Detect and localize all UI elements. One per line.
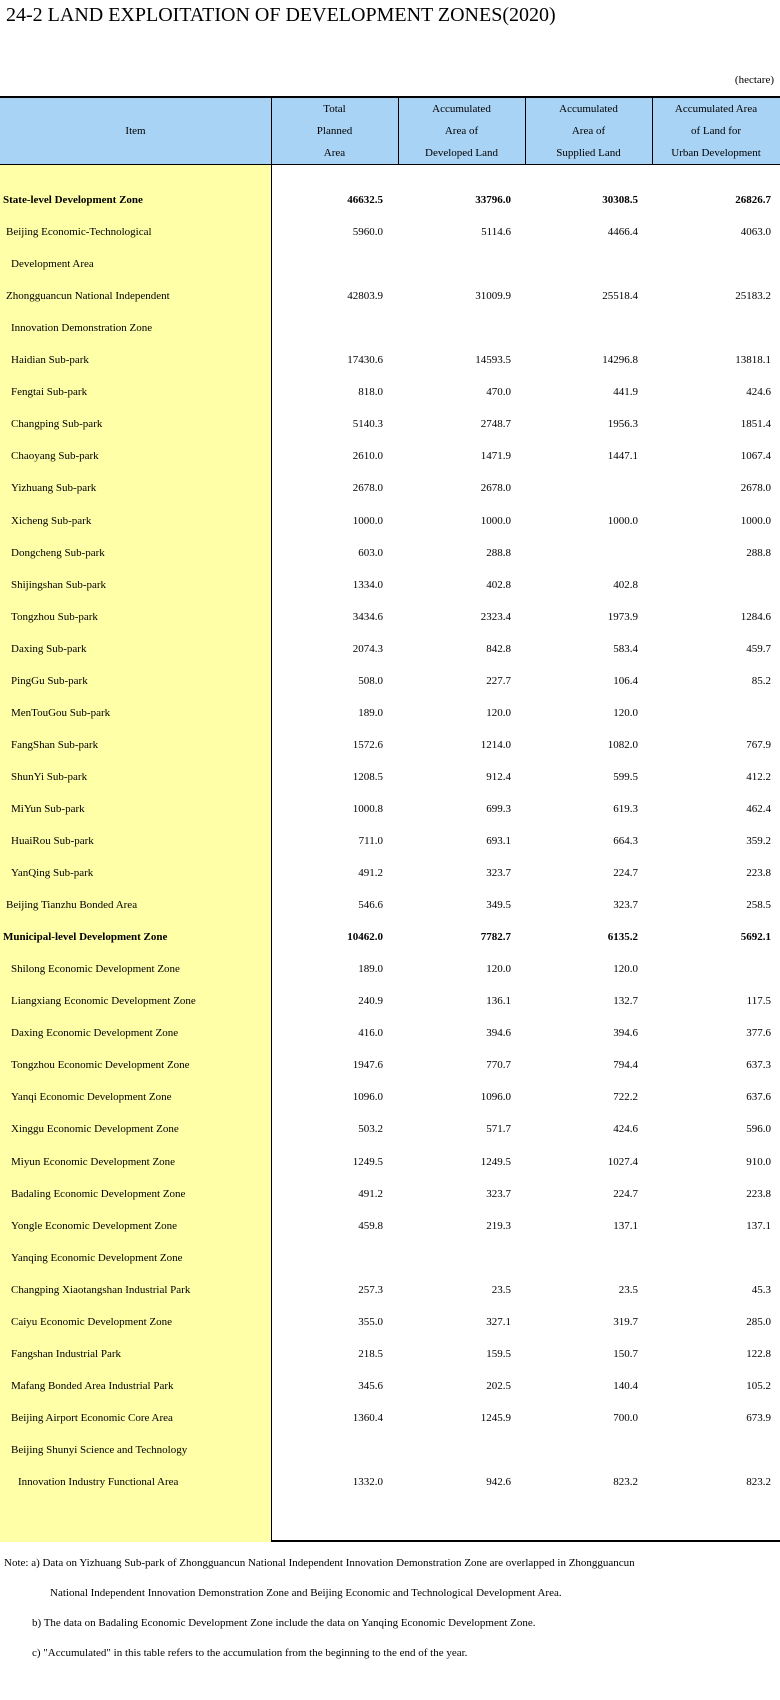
supplied-land-cell: 424.6 — [613, 1123, 638, 1136]
urban-development-cell: 285.0 — [746, 1315, 771, 1328]
total-planned-area-cell: 1249.5 — [352, 1155, 383, 1168]
total-planned-area-cell: 1360.4 — [352, 1411, 383, 1424]
developed-land-cell: 2748.7 — [480, 418, 511, 431]
developed-land-cell: 219.3 — [486, 1219, 511, 1232]
table-row — [0, 248, 780, 280]
table-row — [0, 280, 780, 312]
developed-land-cell: 1000.0 — [480, 514, 511, 527]
developed-land-cell: 14593.5 — [475, 354, 511, 367]
row-label: Changping Sub-park — [11, 418, 103, 431]
developed-land-cell: 136.1 — [486, 995, 511, 1008]
developed-land-cell: 159.5 — [486, 1347, 511, 1360]
developed-land-cell: 31009.9 — [475, 290, 511, 303]
row-label: Daxing Economic Development Zone — [11, 1027, 179, 1040]
developed-land-cell: 323.7 — [486, 867, 511, 880]
urban-development-cell: 13818.1 — [735, 354, 771, 367]
note-b: b) The data on Badaling Economic Development Zone include the data on Yanqing Economic Development Zone. — [32, 1617, 536, 1629]
row-label: Shijingshan Sub-park — [11, 578, 107, 591]
urban-development-cell: 258.5 — [746, 899, 771, 912]
table-row — [0, 1466, 780, 1498]
urban-development-cell: 377.6 — [746, 1027, 771, 1040]
developed-land-cell: 402.8 — [486, 578, 511, 591]
table-row — [0, 344, 780, 376]
developed-land-cell: 571.7 — [486, 1123, 511, 1136]
header-supplied-land: Accumulated Area of Supplied Land — [556, 103, 621, 159]
supplied-land-cell: 1447.1 — [607, 450, 638, 463]
supplied-land-cell: 402.8 — [613, 578, 638, 591]
row-label: Fengtai Sub-park — [11, 386, 88, 399]
row-label: Beijing Shunyi Science and Technology — [11, 1443, 188, 1456]
urban-development-cell: 1000.0 — [740, 514, 771, 527]
total-planned-area-cell: 503.2 — [358, 1123, 383, 1136]
table-row — [0, 665, 780, 697]
developed-land-cell: 120.0 — [486, 963, 511, 976]
table-row — [0, 1434, 780, 1466]
table-row — [0, 601, 780, 633]
column-divider — [652, 98, 653, 164]
total-planned-area-cell: 240.9 — [358, 995, 383, 1008]
table-row — [0, 697, 780, 729]
row-label: Beijing Airport Economic Core Area — [11, 1411, 173, 1424]
total-planned-area-cell: 189.0 — [358, 706, 383, 719]
supplied-land-cell: 1000.0 — [607, 514, 638, 527]
page-title: 24-2 LAND EXPLOITATION OF DEVELOPMENT ZONES(2020) — [6, 4, 556, 26]
table-row — [0, 1210, 780, 1242]
table-row — [0, 569, 780, 601]
row-label: Innovation Industry Functional Area — [18, 1476, 179, 1488]
urban-development-cell: 1284.6 — [740, 610, 771, 623]
table-row — [0, 793, 780, 825]
urban-development-cell: 1851.4 — [740, 418, 771, 431]
data-table — [0, 96, 780, 1542]
developed-land-cell: 1096.0 — [480, 1091, 511, 1104]
table-row — [0, 729, 780, 761]
supplied-land-cell: 140.4 — [613, 1379, 638, 1392]
table-row — [0, 825, 780, 857]
supplied-land-cell: 1082.0 — [607, 738, 638, 751]
urban-development-cell: 424.6 — [746, 386, 771, 399]
urban-development-cell: 359.2 — [746, 835, 771, 847]
total-planned-area-cell: 1000.0 — [352, 514, 383, 527]
row-label: Changping Xiaotangshan Industrial Park — [11, 1283, 191, 1296]
supplied-land-cell: 120.0 — [613, 963, 638, 976]
row-label: MiYun Sub-park — [11, 802, 85, 815]
row-label: Innovation Demonstration Zone — [11, 322, 153, 335]
total-planned-area-cell: 491.2 — [358, 1187, 383, 1200]
developed-land-cell: 349.5 — [486, 899, 511, 912]
urban-development-cell: 673.9 — [746, 1411, 771, 1424]
note-a-line-1: Note: a) Data on Yizhuang Sub-park of Zhongguancun National Independent Innovation Demonstration Zone are overlapped in Zhongguancun — [4, 1557, 635, 1569]
table-row — [0, 184, 780, 216]
developed-land-cell: 1245.9 — [480, 1411, 511, 1424]
developed-land-cell: 2323.4 — [480, 610, 511, 623]
urban-development-cell: 25183.2 — [735, 290, 771, 303]
developed-land-cell: 23.5 — [491, 1283, 511, 1296]
urban-development-cell: 45.3 — [751, 1283, 771, 1296]
row-label: Fangshan Industrial Park — [11, 1347, 121, 1360]
developed-land-cell: 770.7 — [486, 1059, 511, 1072]
supplied-land-cell: 323.7 — [613, 899, 638, 912]
supplied-land-cell: 132.7 — [613, 995, 638, 1008]
developed-land-cell: 912.4 — [486, 770, 511, 783]
row-label: Badaling Economic Development Zone — [11, 1187, 186, 1200]
row-label: PingGu Sub-park — [11, 674, 88, 687]
urban-development-cell: 288.8 — [746, 546, 771, 559]
table-row — [0, 1146, 780, 1178]
table-row — [0, 312, 780, 344]
developed-land-cell: 693.1 — [486, 835, 511, 847]
urban-development-cell: 26826.7 — [735, 194, 771, 206]
row-label: Xinggu Economic Development Zone — [11, 1123, 179, 1136]
row-label: YanQing Sub-park — [11, 867, 94, 880]
table-row — [0, 1242, 780, 1274]
table-row — [0, 216, 780, 248]
urban-development-cell: 85.2 — [751, 674, 771, 687]
row-label: Tongzhou Sub-park — [11, 610, 98, 623]
row-label: State-level Development Zone — [3, 194, 143, 206]
supplied-land-cell: 599.5 — [613, 770, 638, 783]
row-label: Beijing Economic-Technological — [6, 226, 152, 239]
total-planned-area-cell: 1572.6 — [352, 738, 383, 751]
row-label: HuaiRou Sub-park — [11, 835, 94, 847]
supplied-land-cell: 1956.3 — [607, 418, 638, 431]
supplied-land-cell: 1973.9 — [607, 610, 638, 623]
row-label: Development Area — [11, 258, 94, 271]
total-planned-area-cell: 2678.0 — [352, 482, 383, 495]
table-row — [0, 857, 780, 889]
row-label: Tongzhou Economic Development Zone — [11, 1059, 190, 1072]
table-row — [0, 1402, 780, 1434]
supplied-land-cell: 23.5 — [618, 1283, 638, 1296]
total-planned-area-cell: 355.0 — [358, 1315, 383, 1328]
supplied-land-cell: 319.7 — [613, 1315, 638, 1328]
supplied-land-cell: 14296.8 — [602, 354, 638, 367]
total-planned-area-cell: 189.0 — [358, 963, 383, 976]
total-planned-area-cell: 546.6 — [358, 899, 383, 912]
table-row — [0, 1338, 780, 1370]
supplied-land-cell: 794.4 — [613, 1059, 638, 1072]
total-planned-area-cell: 818.0 — [358, 386, 383, 399]
developed-land-cell: 842.8 — [486, 642, 511, 655]
total-planned-area-cell: 1096.0 — [352, 1091, 383, 1104]
urban-development-cell: 137.1 — [746, 1219, 771, 1232]
developed-land-cell: 394.6 — [486, 1027, 511, 1040]
total-planned-area-cell: 459.8 — [358, 1219, 383, 1232]
note-c: c) "Accumulated" in this table refers to the accumulation from the beginning to the end of the year. — [32, 1647, 468, 1659]
developed-land-cell: 2678.0 — [480, 482, 511, 495]
row-label: Municipal-level Development Zone — [3, 931, 168, 944]
row-label: Mafang Bonded Area Industrial Park — [11, 1379, 174, 1392]
table-row — [0, 1306, 780, 1338]
header-total-planned-area: Total Planned Area — [316, 103, 353, 159]
table-row — [0, 408, 780, 440]
row-label: Zhongguancun National Independent — [6, 290, 170, 303]
table-row — [0, 1081, 780, 1113]
total-planned-area-cell: 1334.0 — [352, 578, 383, 591]
row-label: Xicheng Sub-park — [11, 514, 92, 527]
urban-development-cell: 910.0 — [746, 1155, 771, 1168]
table-row — [0, 537, 780, 569]
table-row — [0, 505, 780, 537]
developed-land-cell: 327.1 — [486, 1315, 511, 1328]
row-label: Beijing Tianzhu Bonded Area — [6, 899, 138, 912]
total-planned-area-cell: 491.2 — [358, 867, 383, 880]
supplied-land-cell: 25518.4 — [602, 290, 638, 303]
row-label: Liangxiang Economic Development Zone — [11, 995, 196, 1008]
developed-land-cell: 33796.0 — [475, 194, 511, 206]
urban-development-cell: 459.7 — [746, 642, 771, 655]
urban-development-cell: 223.8 — [746, 1187, 771, 1200]
row-label: Chaoyang Sub-park — [11, 450, 99, 463]
table-row — [0, 1049, 780, 1081]
urban-development-cell: 5692.1 — [740, 931, 771, 944]
developed-land-cell: 120.0 — [486, 706, 511, 719]
supplied-land-cell: 441.9 — [613, 386, 638, 399]
supplied-land-cell: 722.2 — [613, 1091, 638, 1104]
table-row — [0, 985, 780, 1017]
developed-land-cell: 5114.6 — [481, 226, 511, 239]
urban-development-cell: 122.8 — [746, 1347, 771, 1360]
total-planned-area-cell: 46632.5 — [347, 194, 383, 206]
row-label: Daxing Sub-park — [11, 642, 87, 655]
total-planned-area-cell: 218.5 — [358, 1347, 383, 1360]
developed-land-cell: 323.7 — [486, 1187, 511, 1200]
table-row — [0, 440, 780, 472]
urban-development-cell: 637.3 — [746, 1059, 771, 1072]
column-divider — [398, 98, 399, 164]
row-label: Shilong Economic Development Zone — [11, 963, 180, 976]
table-row — [0, 889, 780, 921]
supplied-land-cell: 664.3 — [613, 835, 638, 847]
row-label: Dongcheng Sub-park — [11, 546, 105, 559]
developed-land-cell: 1214.0 — [480, 738, 511, 751]
table-row — [0, 1113, 780, 1145]
row-label: Miyun Economic Development Zone — [11, 1155, 176, 1168]
table-row — [0, 921, 780, 953]
table-row — [0, 376, 780, 408]
table-row — [0, 1274, 780, 1306]
unit-label: (hectare) — [734, 74, 774, 86]
urban-development-cell: 412.2 — [746, 770, 771, 783]
total-planned-area-cell: 17430.6 — [347, 354, 383, 367]
table-row — [0, 953, 780, 985]
urban-development-cell: 596.0 — [746, 1123, 771, 1136]
supplied-land-cell: 120.0 — [613, 706, 638, 719]
total-planned-area-cell: 1947.6 — [352, 1059, 383, 1072]
total-planned-area-cell: 1332.0 — [352, 1476, 383, 1488]
developed-land-cell: 288.8 — [486, 546, 511, 559]
developed-land-cell: 7782.7 — [480, 931, 511, 944]
supplied-land-cell: 619.3 — [613, 802, 638, 815]
note-a-line-2: National Independent Innovation Demonstration Zone and Beijing Economic and Technological Development Area. — [50, 1587, 562, 1599]
total-planned-area-cell: 1000.8 — [352, 802, 383, 815]
urban-development-cell: 117.5 — [746, 995, 771, 1008]
supplied-land-cell: 583.4 — [613, 642, 638, 655]
header-urban-development: Accumulated Area of Land for Urban Development — [671, 103, 761, 159]
row-label: FangShan Sub-park — [11, 738, 99, 751]
total-planned-area-cell: 711.0 — [358, 835, 383, 847]
developed-land-cell: 1249.5 — [480, 1155, 511, 1168]
total-planned-area-cell: 603.0 — [358, 546, 383, 559]
row-label: Yanqing Economic Development Zone — [11, 1251, 183, 1264]
total-planned-area-cell: 5140.3 — [352, 418, 383, 431]
supplied-land-cell: 150.7 — [613, 1347, 638, 1360]
column-divider — [525, 98, 526, 164]
developed-land-cell: 227.7 — [486, 674, 511, 687]
table-row — [0, 1370, 780, 1402]
supplied-land-cell: 137.1 — [613, 1219, 638, 1232]
total-planned-area-cell: 416.0 — [358, 1027, 383, 1040]
table-row — [0, 633, 780, 665]
total-planned-area-cell: 5960.0 — [352, 226, 383, 239]
urban-development-cell: 637.6 — [746, 1091, 771, 1104]
urban-development-cell: 823.2 — [746, 1476, 771, 1488]
total-planned-area-cell: 508.0 — [358, 674, 383, 687]
table-row — [0, 1178, 780, 1210]
row-label: Yanqi Economic Development Zone — [11, 1091, 172, 1104]
developed-land-cell: 202.5 — [486, 1379, 511, 1392]
total-planned-area-cell: 2074.3 — [352, 642, 383, 655]
supplied-land-cell: 394.6 — [613, 1027, 638, 1040]
total-planned-area-cell: 257.3 — [358, 1283, 383, 1296]
urban-development-cell: 223.8 — [746, 867, 771, 880]
row-label: Haidian Sub-park — [11, 354, 89, 367]
row-label: ShunYi Sub-park — [11, 770, 88, 783]
supplied-land-cell: 700.0 — [613, 1411, 638, 1424]
header-developed-land: Accumulated Area of Developed Land — [425, 103, 498, 159]
supplied-land-cell: 224.7 — [613, 867, 638, 880]
urban-development-cell: 1067.4 — [740, 450, 771, 463]
urban-development-cell: 105.2 — [746, 1379, 771, 1392]
row-label: Yizhuang Sub-park — [11, 482, 97, 495]
supplied-land-cell: 224.7 — [613, 1187, 638, 1200]
table-row — [0, 1017, 780, 1049]
developed-land-cell: 1471.9 — [480, 450, 511, 463]
total-planned-area-cell: 10462.0 — [347, 931, 383, 944]
total-planned-area-cell: 42803.9 — [347, 290, 383, 303]
total-planned-area-cell: 345.6 — [358, 1379, 383, 1392]
supplied-land-cell: 4466.4 — [607, 226, 638, 239]
urban-development-cell: 4063.0 — [740, 226, 771, 239]
total-planned-area-cell: 3434.6 — [352, 610, 383, 623]
row-label: Yongle Economic Development Zone — [11, 1219, 177, 1232]
developed-land-cell: 470.0 — [486, 386, 511, 399]
urban-development-cell: 2678.0 — [740, 482, 771, 495]
supplied-land-cell: 30308.5 — [602, 194, 638, 206]
row-label: Caiyu Economic Development Zone — [11, 1315, 172, 1328]
table-row — [0, 761, 780, 793]
urban-development-cell: 767.9 — [746, 738, 771, 751]
table-row — [0, 472, 780, 504]
urban-development-cell: 462.4 — [746, 802, 771, 815]
supplied-land-cell: 106.4 — [613, 674, 638, 687]
supplied-land-cell: 1027.4 — [607, 1155, 638, 1168]
total-planned-area-cell: 2610.0 — [352, 450, 383, 463]
header-item: Item — [125, 125, 146, 137]
row-label: MenTouGou Sub-park — [11, 706, 111, 719]
total-planned-area-cell: 1208.5 — [352, 770, 383, 783]
developed-land-cell: 942.6 — [486, 1476, 511, 1488]
supplied-land-cell: 6135.2 — [607, 931, 638, 944]
developed-land-cell: 699.3 — [486, 802, 511, 815]
supplied-land-cell: 823.2 — [613, 1476, 638, 1488]
